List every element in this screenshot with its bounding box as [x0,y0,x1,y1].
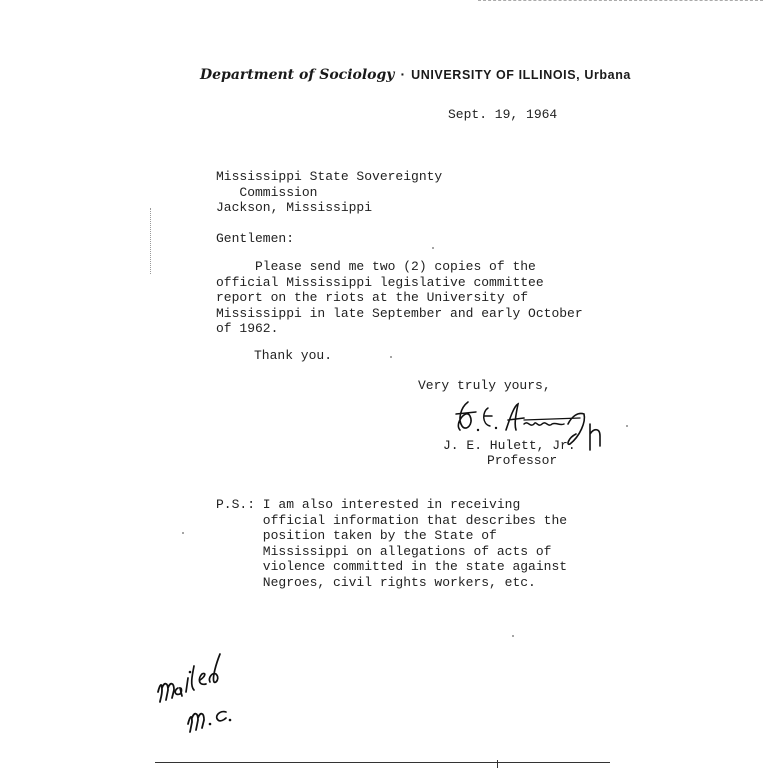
postscript-line: P.S.: I am also interested in receiving [216,497,521,512]
thanks-line: Thank you. [254,348,333,363]
body-line: of 1962. [216,321,279,336]
postscript [216,497,567,590]
body-line: official Mississippi legislative committee [216,274,544,290]
letter-date: Sept. 19, 1964 [448,107,558,122]
recipient-address [216,169,442,216]
postscript-line: Negroes, civil rights workers, etc. [216,574,536,590]
scan-edge-dots [478,0,763,3]
postscript-line: position taken by the State of [216,528,497,543]
address-line: Commission [216,184,318,200]
scan-speck [432,247,434,249]
letter-body [216,259,583,337]
body-line: report on the riots at the University of [216,290,529,305]
postscript-line: violence committed in the state against [216,559,568,574]
letterhead-department: Department of Sociology [200,67,395,83]
bottom-rule [155,762,610,763]
address-line: Mississippi State Sovereignty [216,169,443,184]
letterhead [200,66,631,84]
letterhead-university: UNIVERSITY OF ILLINOIS, Urbana [411,68,631,82]
scan-speck [512,635,514,637]
margin-speckle [150,208,153,274]
body-line: Mississippi in late September and early October [216,305,583,321]
scan-speck [390,356,392,358]
handwritten-note-mailed [150,648,245,740]
postscript-line: official information that describes the [216,512,568,528]
bottom-tick [497,760,498,768]
scan-speck [182,532,184,534]
salutation: Gentlemen: [216,231,295,246]
postscript-line: Mississippi on allegations of acts of [216,543,552,559]
address-line: Jackson, Mississippi [216,200,373,215]
letterhead-separator: · [400,66,406,82]
scan-speck [626,425,628,427]
signer-title: Professor [487,453,558,468]
body-line: Please send me two (2) copies of the [216,259,536,274]
signer-name: J. E. Hulett, Jr. [443,438,576,453]
closing: Very truly yours, [418,378,551,393]
